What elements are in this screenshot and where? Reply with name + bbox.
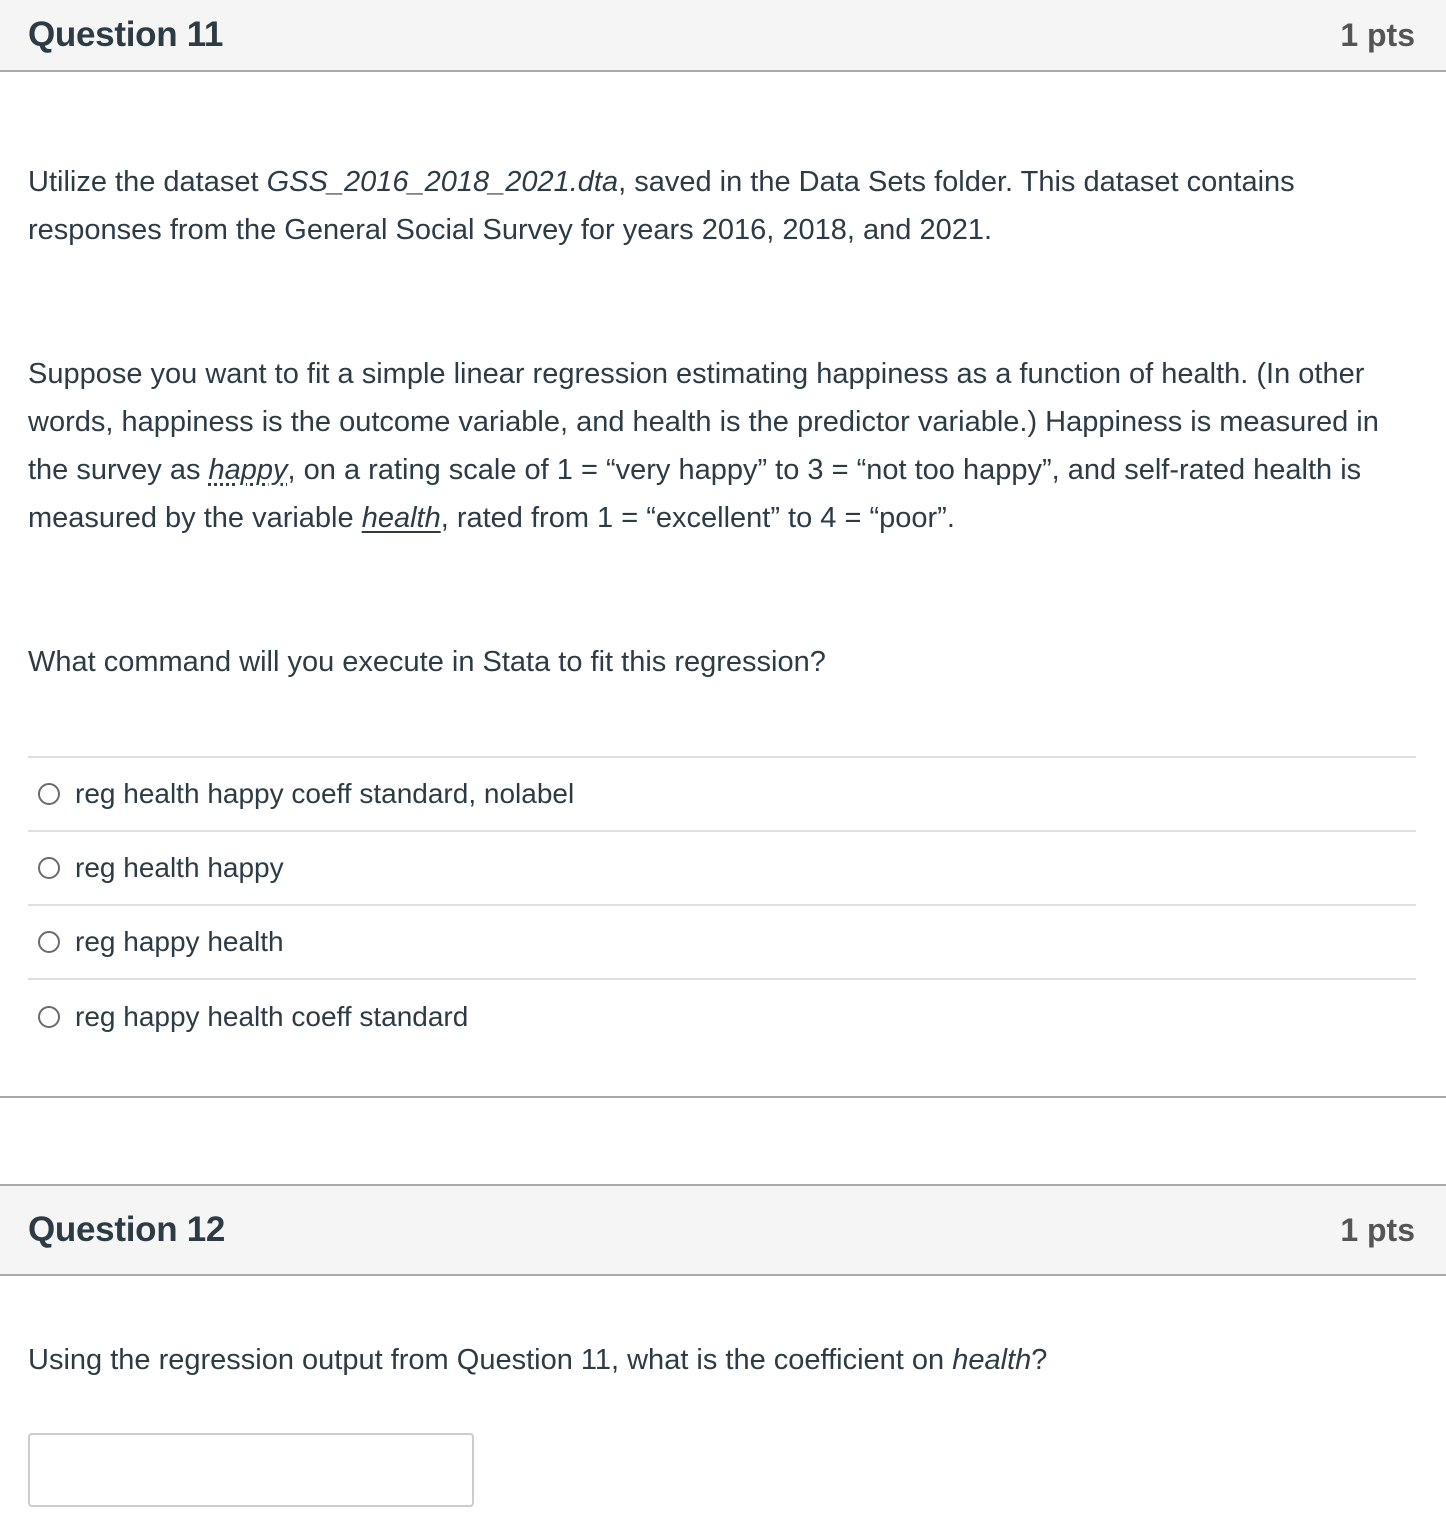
variable-happy[interactable]: happy: [208, 454, 288, 486]
question-12: [0, 1184, 1446, 1507]
text: Using the regression output from Question 11, what is the coefficient on: [28, 1344, 953, 1376]
answer-label: reg happy health coeff standard: [75, 1001, 469, 1032]
question-12-header: [0, 1186, 1446, 1276]
answer-label: reg health happy: [75, 852, 284, 883]
answer-option-3[interactable]: [28, 906, 1416, 980]
answer-option-1[interactable]: [28, 758, 1416, 832]
answer-option-2[interactable]: [28, 832, 1416, 906]
dataset-paragraph: [28, 158, 1416, 254]
question-points: 1 pts: [1340, 1211, 1415, 1248]
answer-label: reg health happy coeff standard, nolabel: [75, 778, 575, 809]
radio-button[interactable]: [38, 783, 60, 805]
text: , on a rating scale of 1 = “very happy” to 3 = “not too happy”, and self-rated health is measured by the variable: [28, 454, 1362, 534]
text: , rated from 1 = “excellent” to 4 = “poor”.: [440, 502, 955, 534]
radio-button[interactable]: [38, 1006, 60, 1028]
variable-health[interactable]: health: [361, 502, 441, 534]
question-11-header: [0, 0, 1446, 72]
question-points: 1 pts: [1340, 16, 1415, 53]
radio-button[interactable]: [38, 931, 60, 953]
question-prompt: What command will you execute in Stata to fit this regression?: [28, 646, 826, 678]
question-title: Question 12: [28, 1210, 226, 1249]
variable-health: health: [952, 1344, 1032, 1376]
regression-paragraph: [28, 350, 1416, 542]
text: Suppose you want to fit a simple linear regression estimating happiness as a function of health. (In other words, happiness is the outcome variable, and health is the predictor variable.) Happiness is measured in the survey as: [28, 358, 1379, 486]
question-12-body: [0, 1336, 1446, 1507]
question-divider: [0, 1096, 1446, 1098]
answer-list: [28, 756, 1416, 1054]
dataset-name: GSS_2016_2018_2021.dta: [266, 166, 619, 198]
answer-option-4[interactable]: [28, 980, 1416, 1054]
question-11-body: [0, 158, 1446, 1054]
question-title: Question 11: [28, 15, 224, 54]
text: , saved in the Data Sets folder. This dataset contains responses from the General Social Survey for years 2016, 2018, and 2021.: [28, 166, 1295, 246]
answer-input[interactable]: [28, 1433, 474, 1507]
question-prompt: [28, 1336, 1416, 1384]
radio-button[interactable]: [38, 857, 60, 879]
text: Utilize the dataset: [28, 166, 267, 198]
answer-label: reg happy health: [75, 926, 284, 957]
text: ?: [1031, 1344, 1048, 1376]
